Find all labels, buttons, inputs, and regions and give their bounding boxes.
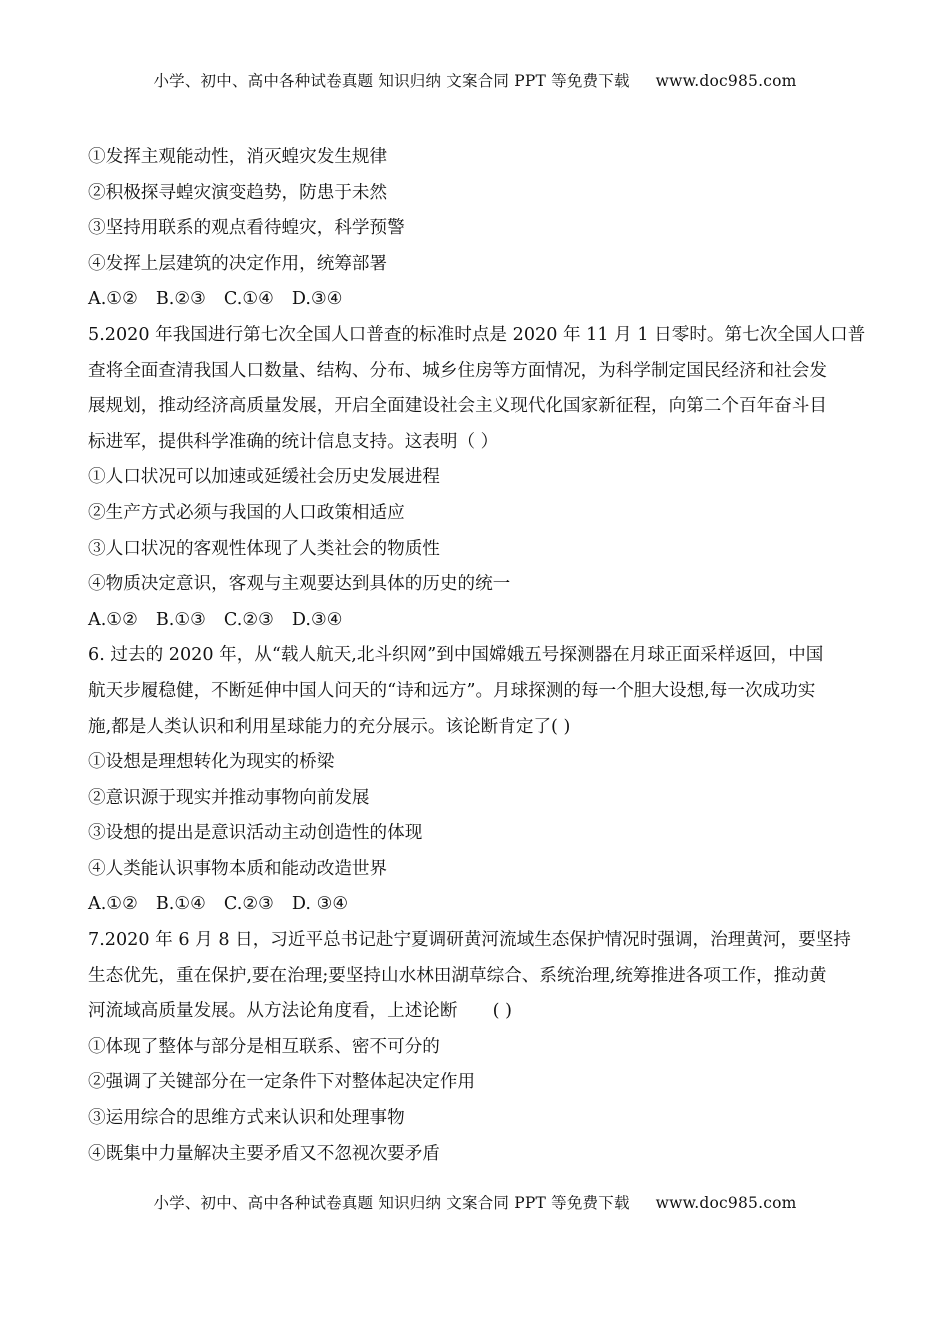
q4-option-3: ③坚持用联系的观点看待蝗灾，科学预警: [88, 218, 405, 239]
q5-stem-line-3: 展规划，推动经济高质量发展，开启全面建设社会主义现代化国家新征程，向第二个百年奋斗目: [88, 396, 827, 417]
footer-url[interactable]: www.doc985.com: [655, 1194, 797, 1212]
q6-option-2: ②意识源于现实并推动事物向前发展: [88, 787, 370, 808]
q6-answer-c: C.②③: [223, 894, 274, 915]
question-6: [88, 638, 898, 923]
q4-answer-d: D.③④: [291, 289, 343, 310]
q7-option-4: ④既集中力量解决主要矛盾又不忽视次要矛盾: [88, 1143, 440, 1164]
q4-option-4: ④发挥上层建筑的决定作用，统筹部署: [88, 253, 388, 274]
q6-stem-line-1: 6. 过去的 2020 年，从“载人航天,北斗织网”到中国嫦娥五号探测器在月球正面采样返回，中国: [88, 645, 824, 666]
q4-answer-choices: [88, 282, 898, 318]
q4-option-2: ②积极探寻蝗灾演变趋势，防患于未然: [88, 182, 388, 203]
q6-stem-line-2: 航天步履稳健，不断延伸中国人问天的“诗和远方”。月球探测的每一个胆大设想,每一次成功实: [88, 680, 816, 701]
q5-answer-c: C.②③: [223, 609, 274, 630]
q5-option-1: ①人口状况可以加速或延缓社会历史发展进程: [88, 467, 440, 488]
question-4: [88, 140, 898, 318]
q5-answer-d: D.③④: [291, 609, 343, 630]
q6-answer-b: B.①④: [155, 894, 206, 915]
q5-option-3: ③人口状况的客观性体现了人类社会的物质性: [88, 538, 440, 559]
document-body: [88, 140, 898, 1172]
q5-answer-choices: [88, 603, 898, 639]
page-footer: [0, 1191, 950, 1213]
q6-answer-d: D. ③④: [291, 894, 349, 915]
q6-answer-choices: [88, 887, 898, 923]
q6-stem-line-3: 施,都是人类认识和利用星球能力的充分展示。该论断肯定了( ): [88, 716, 571, 737]
q6-option-4: ④人类能认识事物本质和能动改造世界: [88, 858, 388, 879]
footer-text: 小学、初中、高中各种试卷真题 知识归纳 文案合同 PPT 等免费下载: [153, 1194, 630, 1212]
q4-answer-a: A.①②: [88, 289, 138, 310]
q4-answer-b: B.②③: [155, 289, 206, 310]
q5-stem-line-2: 查将全面查清我国人口数量、结构、分布、城乡住房等方面情况，为科学制定国民经济和社会发: [88, 360, 827, 381]
q5-option-2: ②生产方式必须与我国的人口政策相适应: [88, 502, 405, 523]
q5-stem-line-1: 5.2020 年我国进行第七次全国人口普查的标准时点是 2020 年 11 月 1 日零时。第七次全国人口普: [88, 324, 866, 345]
q7-stem-line-3: 河流域高质量发展。从方法论角度看，上述论断 ( ): [88, 1001, 512, 1022]
q7-stem-line-1: 7.2020 年 6 月 8 日，习近平总书记赴宁夏调研黄河流域生态保护情况时强调，治理黄河，要坚持: [88, 930, 851, 951]
q7-stem-line-2: 生态优先，重在保护,要在治理;要坚持山水林田湖草综合、系统治理,统筹推进各项工作，推动黄: [88, 965, 827, 986]
question-7: [88, 923, 898, 1172]
q6-option-1: ①设想是理想转化为现实的桥梁: [88, 752, 335, 773]
q6-option-3: ③设想的提出是意识活动主动创造性的体现: [88, 823, 423, 844]
page-header: [0, 69, 950, 91]
q7-option-1: ①体现了整体与部分是相互联系、密不可分的: [88, 1036, 440, 1057]
q6-answer-a: A.①②: [88, 894, 138, 915]
header-url[interactable]: www.doc985.com: [655, 72, 797, 90]
q5-option-4: ④物质决定意识，客观与主观要达到具体的历史的统一: [88, 574, 511, 595]
question-5: [88, 318, 898, 638]
header-text: 小学、初中、高中各种试卷真题 知识归纳 文案合同 PPT 等免费下载: [153, 72, 630, 90]
q4-option-1: ①发挥主观能动性，消灭蝗灾发生规律: [88, 147, 388, 167]
q7-option-2: ②强调了关键部分在一定条件下对整体起决定作用: [88, 1072, 476, 1093]
q5-answer-a: A.①②: [88, 609, 138, 630]
q5-stem-line-4: 标进军，提供科学准确的统计信息支持。这表明（ ）: [88, 431, 499, 452]
q7-option-3: ③运用综合的思维方式来认识和处理事物: [88, 1108, 405, 1129]
q5-answer-b: B.①③: [155, 609, 206, 630]
q4-answer-c: C.①④: [223, 289, 274, 310]
